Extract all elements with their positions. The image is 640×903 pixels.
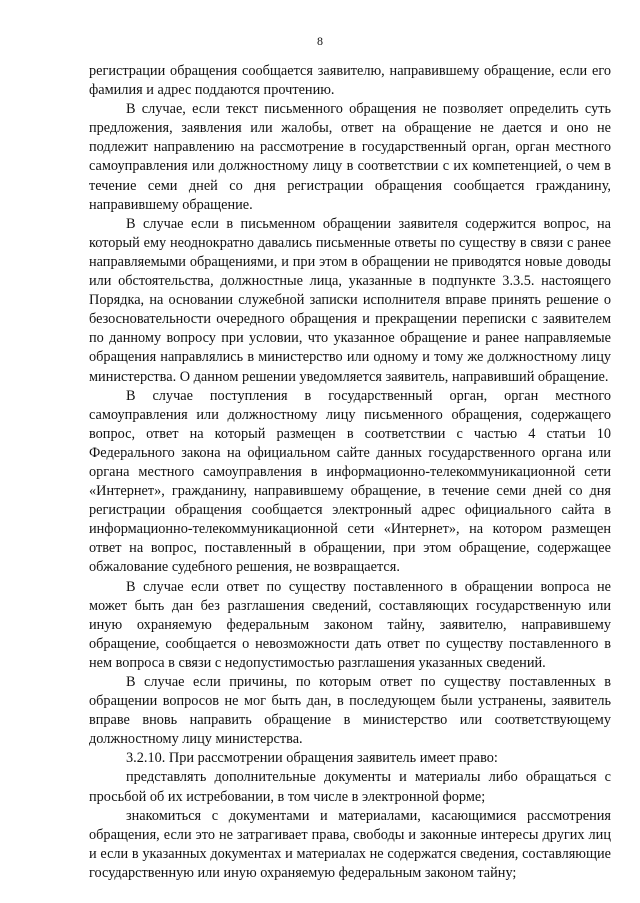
paragraph-repeated-appeal: В случае если в письменном обращении заявителя содержится вопрос, на который ему неоднократно давались письменные ответы по существу в связи с ранее направляемыми обращениями, и при этом в обращении не приводятся новые доводы или обстоятельства, должностные лица, указанные в подпункте 3.3.5. настоящего Порядка, на основании служебной записки исполнителя вправе принять решение о безосновательности очередного обращения и прекращении переписки с заявителем по данному вопросу при условии, что указанное обращение и ранее направляемые обращения направлялись в министерство или одному и тому же должностному лицу министерства. О данном решении уведомляется заявитель, направивший обращение. xyxy=(89,215,611,385)
paragraph-unclear-appeal: В случае, если текст письменного обращения не позволяет определить суть предложения, заявления или жалобы, ответ на обращение не дается и оно не подлежит направлению на рассмотрение в государственный орган, орган местного самоуправления или должностному лицу в соответствии с их компетенцией, о чем в течение семи дней со дня регистрации обращения сообщается гражданину, направившему обращение. xyxy=(89,101,611,213)
page-number: 8 xyxy=(317,34,323,48)
paragraph-answer-published-online: В случае поступления в государственный орган, орган местного самоуправления или должностному лицу письменного обращения, содержащего вопрос, ответ на который размещен в соответствии с частью 4 статьи 10 Федерального закона на официальном сайте данных государственного органа или органа местного самоуправления в информационно-телекоммуникационной сети «Интернет», гражданину, направившему обращение, в течение семи дней со дня регистрации обращения сообщается электронный адрес официального сайта в информационно-телекоммуникационной сети «Интернет», на котором размещен ответ на вопрос, поставленный в обращении, при этом обращение, содержащее обжалование судебного решения, не возвращается. xyxy=(89,387,611,576)
paragraph-applicant-rights-heading: 3.2.10. При рассмотрении обращения заявитель имеет право: xyxy=(126,750,498,767)
paragraph-registration-notice: регистрации обращения сообщается заявителю, направившему обращение, если его фамилия и адрес поддаются прочтению. xyxy=(89,63,611,99)
paragraph-right-review-materials: знакомиться с документами и материалами, касающимися рассмотрения обращения, если это не затрагивает права, свободы и законные интересы других лиц и если в указанных документах и материалах не содержатся сведения, составляющие государственную или иную охраняемую федеральным законом тайну; xyxy=(89,807,611,881)
paragraph-right-submit-documents: представлять дополнительные документы и материалы либо обращаться с просьбой об их истребовании, в том числе в электронной форме; xyxy=(89,769,611,805)
paragraph-reasons-eliminated: В случае если причины, по которым ответ по существу поставленных в обращении вопросов не мог быть дан, в последующем были устранены, заявитель вправе вновь направить обращение в министерство или соответствующему должностному лицу министерства. xyxy=(89,674,611,748)
document-body xyxy=(89,62,611,883)
paragraph-secret-information: В случае если ответ по существу поставленного в обращении вопроса не может быть дан без разглашения сведений, составляющих государственную или иную охраняемую федеральным законом тайну, заявителю, направившему обращение, сообщается о невозможности дать ответ по существу поставленного в нем вопроса в связи с недопустимостью разглашения указанных сведений. xyxy=(89,578,611,671)
